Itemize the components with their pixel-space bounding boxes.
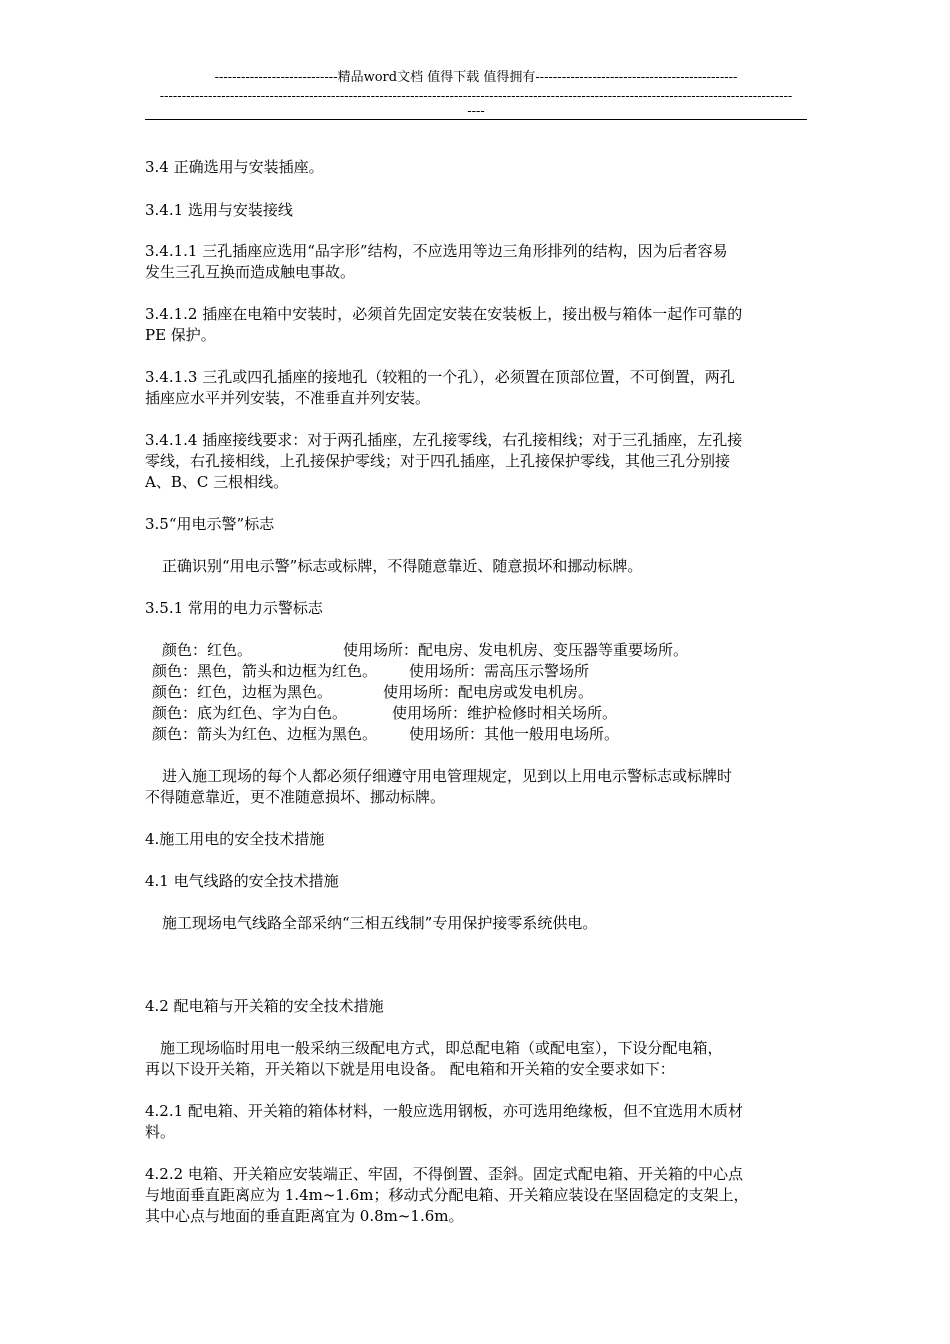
para-3-4-1-4-line3: A、B、C 三根相线。 bbox=[145, 473, 289, 491]
para-3-4-1-4-line2: 零线，右孔接相线，上孔接保护零线；对于四孔插座，上孔接保护零线，其他三孔分别接 bbox=[145, 452, 731, 470]
para-3-4-1-3-line2: 插座应水平并列安装，不准垂直并列安装。 bbox=[145, 389, 431, 407]
para-3-4-1-3-line1: 3.4.1.3 三孔或四孔插座的接地孔（较粗的一个孔），必须置在顶部位置，不可倒置，两孔 bbox=[145, 368, 735, 386]
para-3-4-1-2-line1: 3.4.1.2 插座在电箱中安装时，必须首先固定安装在安装板上，接出极与箱体一起作可靠的 bbox=[145, 305, 743, 323]
section-3-4-1-title: 3.4.1 选用与安装接线 bbox=[145, 201, 293, 219]
para-3-4-1-1-line1: 3.4.1.1 三孔插座应选用“品字形”结构，不应选用等边三角形排列的结构，因为后者容易 bbox=[145, 242, 728, 260]
sign-color: 颜色：箭头为红色、边框为黑色。 bbox=[152, 725, 378, 743]
sign-color: 颜色：黑色，箭头和边框为红色。 bbox=[152, 662, 378, 680]
para-4-2-intro-line1: 施工现场临时用电一般采纳三级配电方式，即总配电箱（或配电室），下设分配电箱， bbox=[160, 1039, 723, 1057]
header-rule bbox=[145, 119, 807, 120]
section-3-5-1-title: 3.5.1 常用的电力示警标志 bbox=[145, 599, 323, 617]
header-dash-tail: ---- bbox=[467, 104, 485, 119]
sign-usage: 使用场所：配电房、发电机房、变压器等重要场所。 bbox=[343, 641, 689, 659]
section-3-5-title: 3.5“用电示警”标志 bbox=[145, 515, 275, 533]
para-4-2-1-line1: 4.2.1 配电箱、开关箱的箱体材料，一般应选用钢板，亦可选用绝缘板，但不宜选用木质材 bbox=[145, 1102, 743, 1120]
sign-color: 颜色：底为红色、字为白色。 bbox=[152, 704, 348, 722]
para-3-4-1-2-line2: PE 保护。 bbox=[145, 326, 216, 344]
sign-usage: 使用场所：配电房或发电机房。 bbox=[383, 683, 594, 701]
para-3-4-1-1-line2: 发生三孔互换而造成触电事故。 bbox=[145, 263, 356, 281]
para-3-5-note-line2: 不得随意靠近，更不准随意损坏、挪动标牌。 bbox=[145, 788, 446, 806]
para-4-2-2-line1: 4.2.2 电箱、开关箱应安装端正、牢固，不得倒置、歪斜。固定式配电箱、开关箱的中心点 bbox=[145, 1165, 743, 1183]
para-4-1-text: 施工现场电气线路全部采纳“三相五线制”专用保护接零系统供电。 bbox=[162, 914, 598, 932]
header-dash-line: ------------------------------------------------------------------------------------------------------------------------------------------------ bbox=[159, 89, 793, 104]
sign-usage: 使用场所：其他一般用电场所。 bbox=[409, 725, 620, 743]
para-4-2-intro-line2: 再以下设开关箱，开关箱以下就是用电设备。 配电箱和开关箱的安全要求如下： bbox=[145, 1060, 675, 1078]
section-4-1-title: 4.1 电气线路的安全技术措施 bbox=[145, 872, 339, 890]
section-4-2-title: 4.2 配电箱与开关箱的安全技术措施 bbox=[145, 997, 384, 1015]
header-banner: ----------------------------精品word文档 值得下载 值得拥有---------------------------------------------- bbox=[214, 70, 738, 85]
section-3-4-title: 3.4 正确选用与安装插座。 bbox=[145, 158, 324, 176]
section-4-title: 4.施工用电的安全技术措施 bbox=[145, 830, 325, 848]
sign-usage: 使用场所：需高压示警场所 bbox=[409, 662, 590, 680]
para-3-4-1-4-line1: 3.4.1.4 插座接线要求：对于两孔插座，左孔接零线，右孔接相线；对于三孔插座，左孔接 bbox=[145, 431, 743, 449]
sign-color: 颜色：红色。 bbox=[162, 641, 253, 659]
para-4-2-2-line3: 其中心点与地面的垂直距离宜为 0.8m~1.6m。 bbox=[145, 1207, 464, 1225]
sign-usage: 使用场所：维护检修时相关场所。 bbox=[392, 704, 618, 722]
para-4-2-2-line2: 与地面垂直距离应为 1.4m~1.6m；移动式分配电箱、开关箱应装设在坚固稳定的支架上， bbox=[145, 1186, 749, 1204]
para-4-2-1-line2: 料。 bbox=[145, 1123, 176, 1141]
para-3-5-intro: 正确识别“用电示警”标志或标牌，不得随意靠近、随意损坏和挪动标牌。 bbox=[162, 557, 643, 575]
sign-color: 颜色：红色，边框为黑色。 bbox=[152, 683, 333, 701]
para-3-5-note-line1: 进入施工现场的每个人都必须仔细遵守用电管理规定，见到以上用电示警标志或标牌时 bbox=[162, 767, 733, 785]
